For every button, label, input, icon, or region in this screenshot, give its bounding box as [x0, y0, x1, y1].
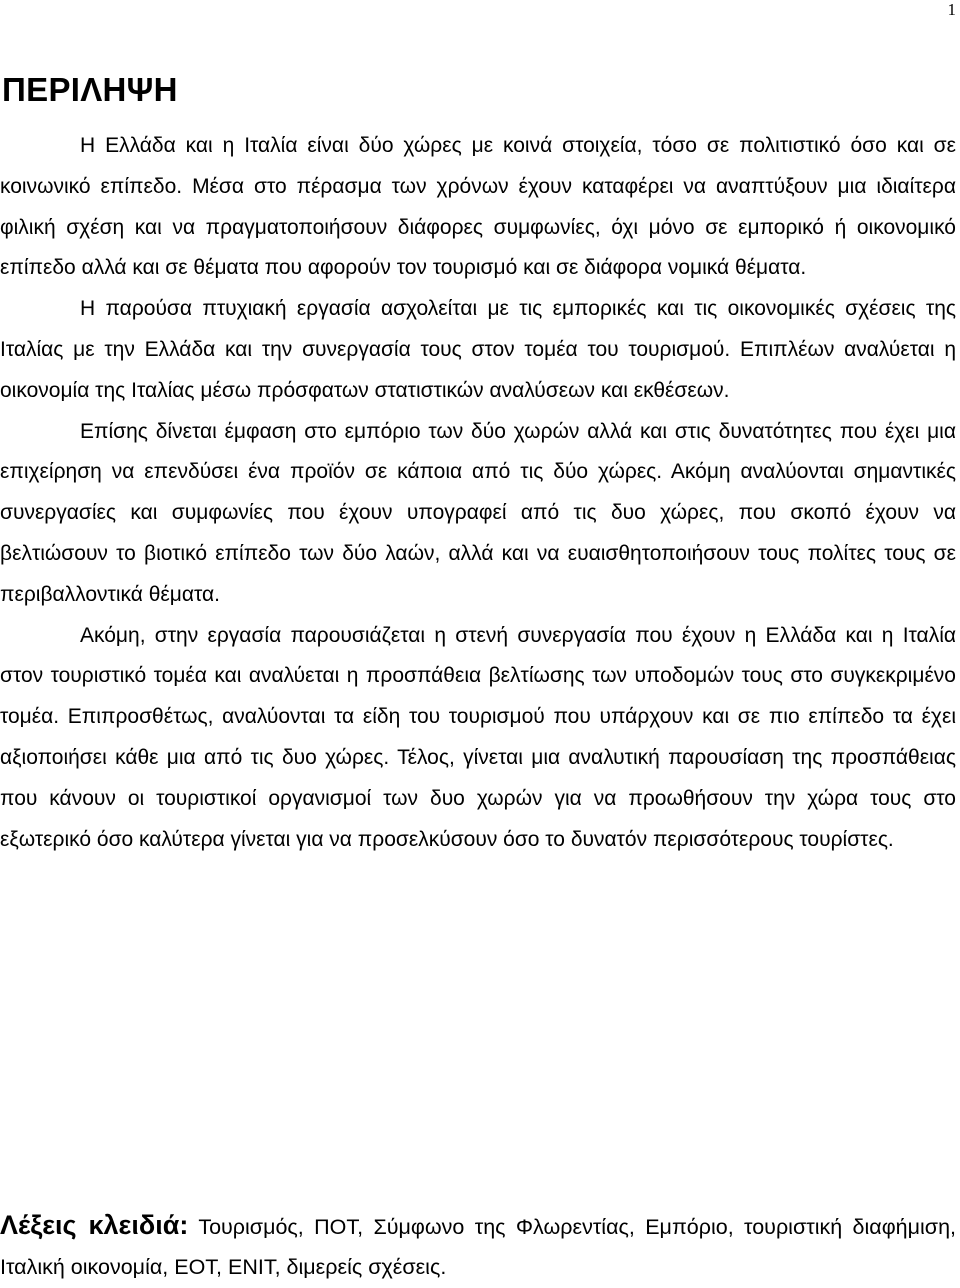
abstract-paragraph-1: Η Ελλάδα και η Ιταλία είναι δύο χώρες με κοινά στοιχεία, τόσο σε πολιτιστικό όσο και σε κοινωνικό επίπεδο. Μέσα στο πέρασμα των χρόνων έχουν καταφέρει να αναπτύξουν μια ιδιαίτερα φιλική σχέση και να πραγματοποιήσουν διάφορες συμφωνίες, όχι μόνο σε εμπορικό ή οικονομικό επίπεδο αλλά και σε θέματα που αφορούν τον τουρισμό και σε διάφορα νομικά θέματα.: [0, 134, 956, 280]
page-title: ΠΕΡΙΛΗΨΗ: [2, 71, 178, 108]
keywords-text: Τουρισμός, ΠΟΤ, Σύμφωνο της Φλωρεντίας, Εμπόριο, τουριστική διαφήμιση, Ιταλική οικονομία, ΕΟΤ, ENIT, διμερείς σχέσεις.: [0, 1215, 956, 1279]
abstract-body: [0, 126, 956, 860]
abstract-paragraph-2: Η παρούσα πτυχιακή εργασία ασχολείται με τις εμπορικές και τις οικονομικές σχέσεις της Ιταλίας με την Ελλάδα και την συνεργασία τους στον τομέα του τουρισμού. Επιπλέων αναλύεται η οικονομία της Ιταλίας μέσω πρόσφατων στατιστικών αναλύσεων και εκθέσεων.: [0, 297, 956, 402]
abstract-paragraph-3: Επίσης δίνεται έμφαση στο εμπόριο των δύο χωρών αλλά και στις δυνατότητες που έχει μια επιχείρηση να επενδύσει ένα προϊόν σε κάποια από τις δύο χώρες. Ακόμη αναλύονται σημαντικές συνεργασίες και συμφωνίες που έχουν υπογραφεί από τις δυο χώρες, που σκοπό έχουν να βελτιώσουν το βιοτικό επίπεδο των δύο λαών, αλλά και να ευαισθητοποιήσουν τους πολίτες τους σε περιβαλλοντικά θέματα.: [0, 419, 956, 606]
page-number: 1: [947, 0, 956, 19]
keywords-line: [0, 1205, 956, 1287]
keywords-label: Λέξεις κλειδιά:: [0, 1210, 189, 1240]
abstract-paragraph-4: Ακόμη, στην εργασία παρουσιάζεται η στενή συνεργασία που έχουν η Ελλάδα και η Ιταλία στον τουριστικό τομέα και αναλύεται η προσπάθεια βελτίωσης των υποδομών τους στο συγκεκριμένο τομέα. Επιπροσθέτως, αναλύονται τα είδη του τουρισμού που υπάρχουν και σε πιο επίπεδο τα έχει αξιοποιήσει κάθε μια από τις δυο χώρες. Τέλος, γίνεται μια αναλυτική παρουσίαση της προσπάθειας που κάνουν οι τουριστικοί οργανισμοί των δυο χωρών για να προωθήσουν την χώρα τους στο εξωτερικό όσο καλύτερα γίνεται για να προσελκύσουν όσο το δυνατόν περισσότερους τουρίστες.: [0, 623, 956, 851]
